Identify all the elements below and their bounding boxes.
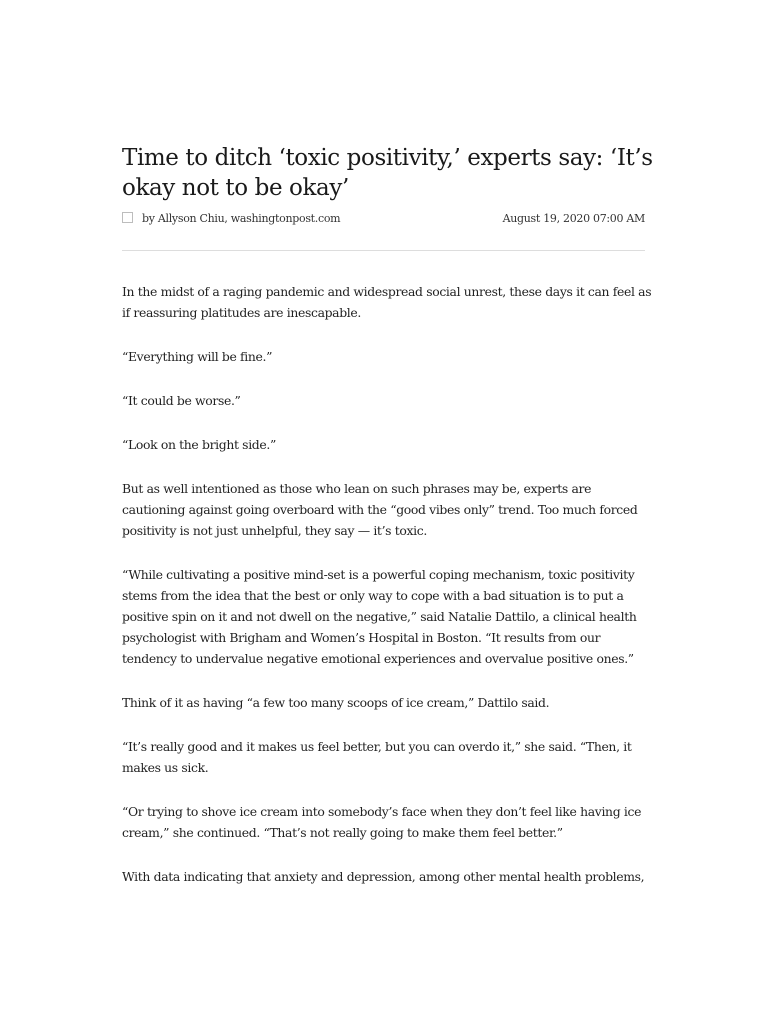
paragraph: “It’s really good and it makes us feel better, but you can overdo it,” she said. “Then, it makes us sick. — [122, 739, 632, 775]
paragraph: With data indicating that anxiety and depression, among other mental health problems, — [122, 869, 645, 884]
paragraph: In the midst of a raging pandemic and widespread social unrest, these days it can feel as if reassuring platitudes are inescapable. — [122, 284, 652, 320]
paragraph: “Or trying to shove ice cream into somebody’s face when they don’t feel like having ice cream,” she continued. “That’s not really going to make them feel better.” — [122, 804, 642, 840]
paragraph: Think of it as having “a few too many scoops of ice cream,” Dattilo said. — [122, 695, 550, 710]
article-body — [122, 281, 652, 910]
paragraph: “Everything will be fine.” — [122, 349, 273, 364]
paragraph: “It could be worse.” — [122, 393, 241, 408]
header-divider — [122, 250, 645, 251]
article-author: by Allyson Chiu, washingtonpost.com — [142, 212, 341, 225]
article-date: August 19, 2020 07:00 AM — [502, 212, 645, 225]
paragraph: But as well intentioned as those who lean on such phrases may be, experts are cautioning against going overboard with the “good vibes only” trend. Too much forced positivity is not just unhelpful, they say — it’s toxic. — [122, 481, 638, 538]
author-image-placeholder-icon — [122, 212, 133, 223]
paragraph: “Look on the bright side.” — [122, 437, 276, 452]
byline-row — [122, 211, 645, 229]
paragraph: “While cultivating a positive mind-set is a powerful coping mechanism, toxic positivity stems from the idea that the best or only way to cope with a bad situation is to put a positive spin on it and not dwell on the negative,” said Natalie Dattilo, a clinical health psychologist with Brigham and Women’s Hospital in Boston. “It results from our tendency to undervalue negative emotional experiences and overvalue positive ones.” — [122, 567, 637, 666]
article-title: Time to ditch ‘toxic positivity,’ experts say: ‘It’s okay not to be okay’ — [122, 145, 653, 201]
